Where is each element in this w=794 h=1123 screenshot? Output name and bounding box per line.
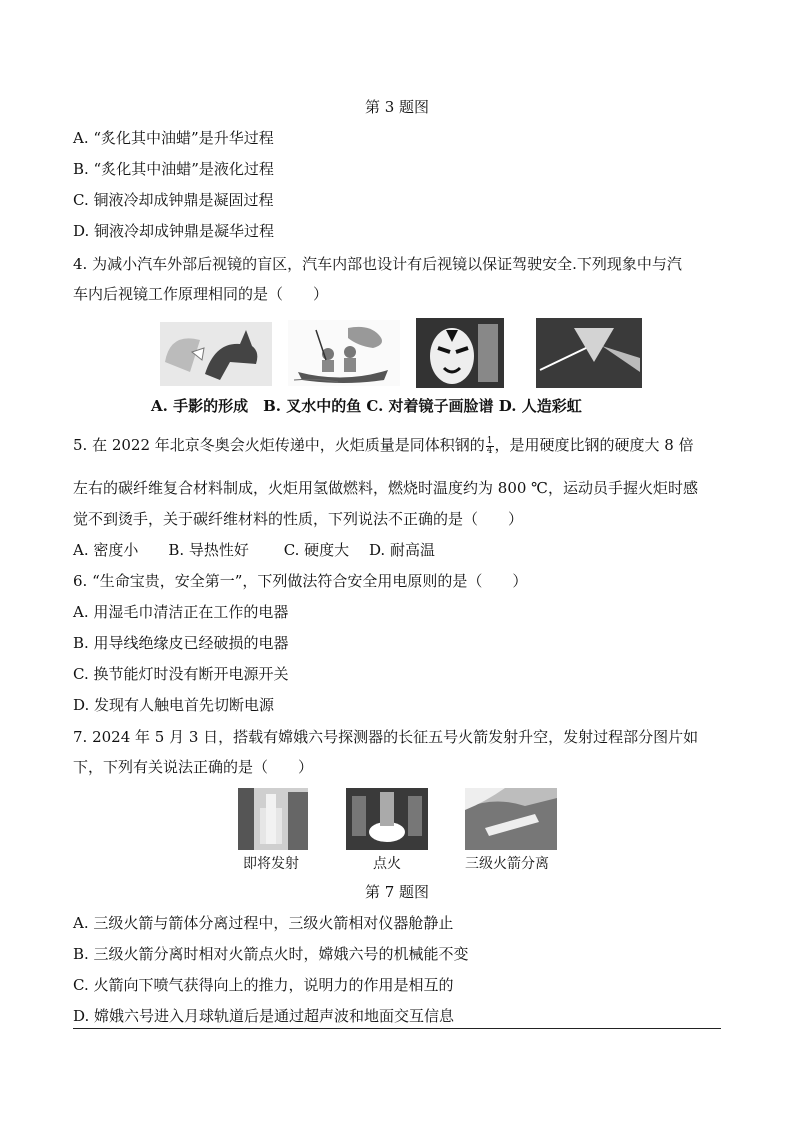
fraction-numerator: 1 — [486, 435, 493, 446]
prism-rainbow-icon — [536, 318, 642, 388]
figure-title-q3: 第 3 题图 — [364, 98, 430, 116]
bottom-rule — [73, 1028, 721, 1029]
q4-stem-line2: 车内后视镜工作原理相同的是（ ） — [73, 285, 329, 303]
q6-option-b: B. 用导线绝缘皮已经破损的电器 — [73, 634, 289, 652]
q3-option-a: A. “炙化其中油蜡”是升华过程 — [73, 129, 274, 147]
caption-ignition: 点火 — [373, 856, 401, 872]
q5-options: A. 密度小 B. 导热性好 C. 硬度大 D. 耐高温 — [73, 541, 435, 559]
fraction-denominator: 4 — [486, 445, 493, 456]
q5-stem-line2: 左右的碳纤维复合材料制成，火炬用氢做燃料，燃烧时温度约为 800 ℃，运动员手握火炬时感 — [73, 479, 698, 497]
figure-title-q7: 第 7 题图 — [364, 883, 430, 901]
stage-separation-icon — [465, 788, 557, 850]
q7-option-a: A. 三级火箭与箭体分离过程中，三级火箭相对仪器舱静止 — [73, 914, 454, 932]
q5-line1-before: 5. 在 2022 年北京冬奥会火炬传递中，火炬质量是同体积钢的 — [73, 436, 485, 454]
q3-option-c: C. 铜液冷却成钟鼎是凝固过程 — [73, 191, 274, 209]
q7-option-d: D. 嫦娥六号进入月球轨道后是通过超声波和地面交互信息 — [73, 1007, 455, 1025]
q4-stem-line1: 4. 为减小汽车外部后视镜的盲区，汽车内部也设计有后视镜以保证驾驶安全.下列现象中与汽 — [73, 255, 682, 273]
rocket-pad-icon — [238, 788, 308, 850]
q6-stem: 6. “生命宝贵，安全第一”，下列做法符合安全用电原则的是（ ） — [73, 572, 528, 590]
q5-stem-line1 — [73, 435, 694, 456]
caption-about-to-launch: 即将发射 — [243, 856, 299, 872]
q5-stem-line3: 觉不到烫手，关于碳纤维材料的性质，下列说法不正确的是（ ） — [73, 510, 524, 528]
q7-option-c: C. 火箭向下喷气获得向上的推力，说明力的作用是相互的 — [73, 976, 454, 994]
q7-stem-line1: 7. 2024 年 5 月 3 日，搭载有嫦娥六号探测器的长征五号火箭发射升空，发射过程部分图片如 — [73, 728, 699, 746]
caption-stage-separation: 三级火箭分离 — [465, 856, 549, 872]
q7-option-b: B. 三级火箭分离时相对火箭点火时，嫦娥六号的机械能不变 — [73, 945, 469, 963]
q4-choices: A. 手影的形成 B. 叉水中的鱼 C. 对着镜子画脸谱 D. 人造彩虹 — [151, 397, 582, 415]
q5-line1-after: ，是用硬度比钢的硬度大 8 倍 — [494, 436, 694, 454]
fork-fish-icon — [288, 320, 400, 386]
mirror-face-icon — [416, 318, 504, 388]
q6-option-c: C. 换节能灯时没有断开电源开关 — [73, 665, 289, 683]
q3-option-b: B. “炙化其中油蜡”是液化过程 — [73, 160, 274, 178]
q6-option-a: A. 用湿毛巾清洁正在工作的电器 — [73, 603, 289, 621]
hand-shadow-icon — [160, 322, 272, 386]
fraction — [486, 437, 494, 456]
q7-stem-line2: 下，下列有关说法正确的是（ ） — [73, 758, 314, 776]
q3-option-d: D. 铜液冷却成钟鼎是凝华过程 — [73, 222, 275, 240]
q6-option-d: D. 发现有人触电首先切断电源 — [73, 696, 275, 714]
ignition-icon — [346, 788, 428, 850]
